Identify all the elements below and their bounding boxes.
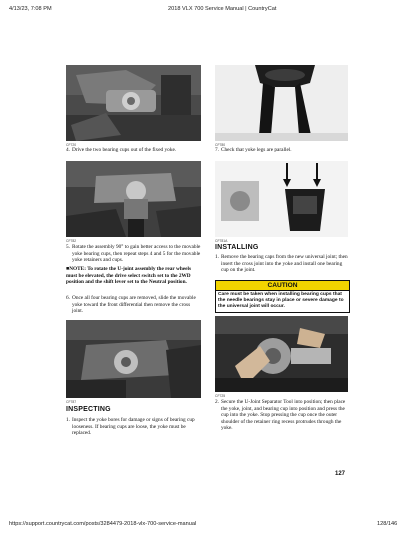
figure-new-ujoint-photo: [215, 161, 348, 237]
step-number: 4.: [66, 147, 70, 153]
step-number: 1.: [66, 417, 70, 423]
figure-code: CF781A: [215, 239, 228, 243]
figure-rotate-assembly-photo: [66, 161, 201, 237]
step-text: Rotate the assembly 90° to gain better access to the movable yoke bearing cups, then repeat steps 4 and 5 for the movable yoke retainers and cups.: [72, 244, 201, 264]
step-text: Check that yoke legs are parallel.: [221, 147, 292, 153]
step-text: Once all four bearing cups are removed, slide the movable yoke toward the front differential then remove the cross joint.: [72, 295, 196, 315]
figure-code: CF787: [66, 400, 77, 404]
step-text: Drive the two bearing cups out of the fixed yoke.: [72, 147, 177, 153]
figure-code: CF725: [215, 394, 226, 398]
step-number: 6.: [66, 295, 70, 301]
figure-check-yoke-photo: [215, 65, 348, 141]
step-text: Remove the bearing caps from the new universal joint; then insert the cross joint into the yoke and install one bearing cup on the joint.: [221, 254, 348, 274]
figure-remove-cups-photo: [66, 65, 201, 141]
step-text: Secure the U-Joint Separator Tool into position; then place the yoke, joint, and bearing cup into position and press the cup into the yoke. Stop pressing the cup once the outer shoulder of the retainer ring recess protrudes through the yoke.: [221, 399, 346, 432]
print-page-count: 128/146: [377, 521, 398, 527]
figure-code: CF782: [66, 239, 77, 243]
caution-text: Care must be taken when installing bearing cups that the needle bearings stay in place or severe damage to the universal joint will occur.: [218, 292, 344, 310]
print-url: https://support.countrycat.com/posts/3284479-2018-vlx-700-service-manual: [9, 521, 197, 527]
step-6: [66, 295, 201, 315]
step-number: 1.: [215, 254, 219, 260]
figure-press-cup-photo: [215, 316, 348, 392]
step-text: Inspect the yoke bores for damage or signs of bearing cup looseness. If bearing cups are loose, the yoke must be replaced.: [72, 417, 195, 437]
step-7: [215, 147, 348, 154]
inspect-step-1: [66, 417, 201, 437]
step-5: [66, 244, 201, 264]
figure-code: CF780: [215, 143, 226, 147]
caution-box: [215, 280, 350, 313]
step-number: 2.: [215, 399, 219, 405]
section-heading-installing: INSTALLING: [215, 244, 259, 251]
section-heading-inspecting: INSPECTING: [66, 406, 111, 413]
page-number: 127: [335, 471, 346, 477]
print-datetime: 4/13/23, 7:08 PM: [9, 6, 52, 12]
step-number: 5.: [66, 244, 70, 250]
caution-title: CAUTION: [216, 281, 349, 291]
figure-code: CF720: [66, 143, 77, 147]
note-rotate-ujoint: ■NOTE: To rotate the U-joint assembly the rear wheels must be elevated, the drive select switch set to the 2WD position and the shift lever set to the Neutral position.: [66, 266, 192, 286]
install-step-2: [215, 399, 348, 432]
print-title: 2018 VLX 700 Service Manual | CountryCat: [168, 6, 277, 12]
step-number: 7.: [215, 147, 219, 153]
step-4: [66, 147, 201, 154]
install-step-1: [215, 254, 348, 274]
figure-inspect-photo: [66, 320, 201, 398]
